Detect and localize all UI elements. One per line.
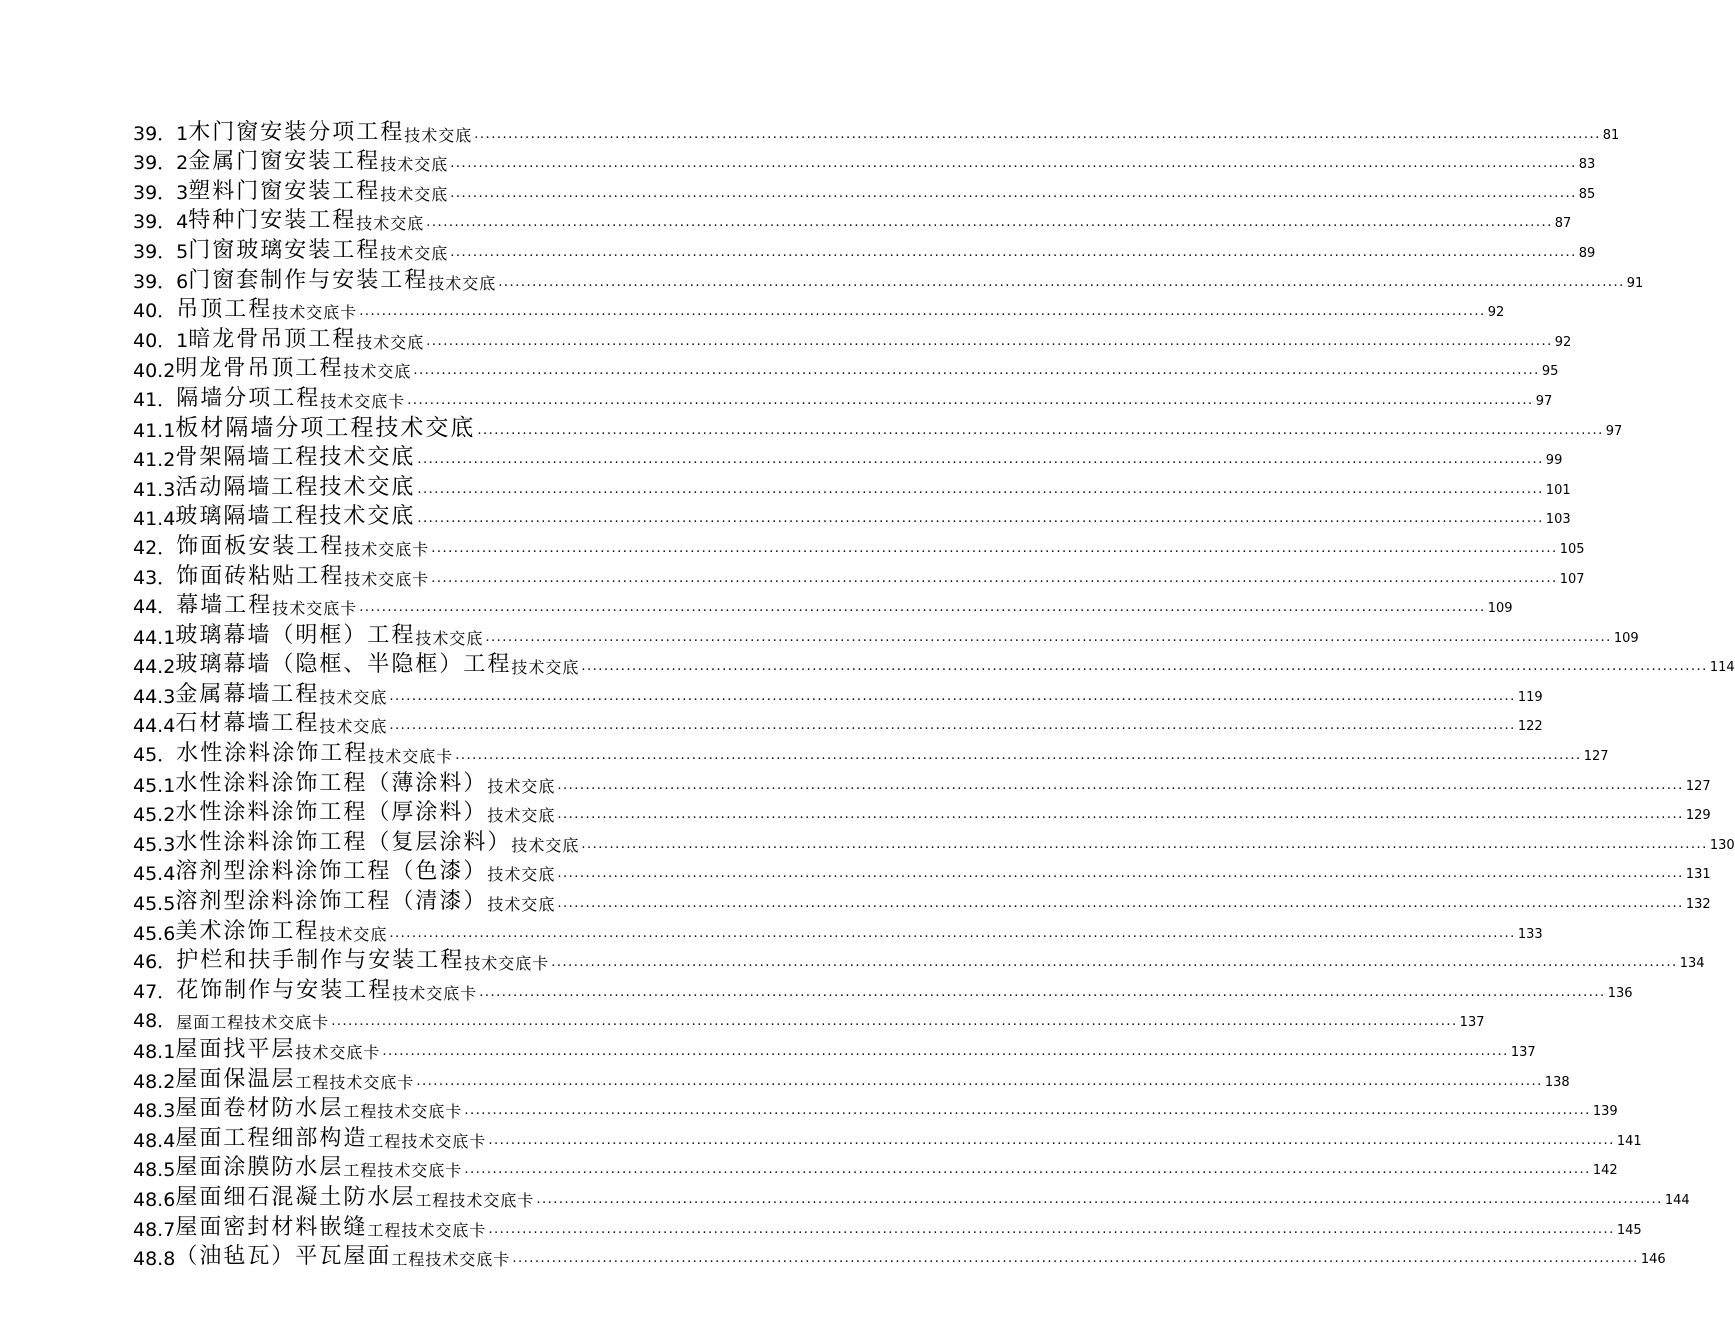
toc-entry-subtitle: 工程技术交底卡 xyxy=(415,1190,535,1210)
toc-dot-leader: ........................................................................................................................................................................................................ xyxy=(450,244,1577,260)
toc-entry-page-number: 133 xyxy=(1517,926,1543,942)
toc-entry-title: 吊顶工程 xyxy=(176,297,273,323)
toc-entry-subtitle: 技术交底卡 xyxy=(368,747,454,767)
toc-entry-subtitle: 技术交底 xyxy=(356,332,425,352)
toc-entry-title: 水性涂料涂饰工程（厚涂料） xyxy=(175,800,488,826)
toc-entry-subtitle: 技术交底 xyxy=(487,895,556,915)
toc-entry-page-number: 145 xyxy=(1616,1222,1642,1238)
toc-entry-number: 45． xyxy=(133,744,177,767)
toc-entry[interactable] xyxy=(133,471,1571,501)
toc-entry-number: 41.2 xyxy=(133,449,176,472)
toc-entry-number: 48.8 xyxy=(133,1248,176,1271)
toc-entry-page-number: 95 xyxy=(1541,364,1559,380)
toc-entry-number: 42． xyxy=(133,536,177,559)
toc-entry-number: 47． xyxy=(133,980,177,1003)
toc-entry[interactable] xyxy=(133,1211,1642,1241)
toc-entry-title: 特种门安装工程 xyxy=(188,208,357,234)
toc-entry-title: 花饰制作与安装工程 xyxy=(176,977,393,1003)
toc-entry-subtitle: 技术交底 xyxy=(319,717,388,737)
toc-entry-subtitle: 技术交底 xyxy=(356,214,425,234)
toc-entry-subtitle: 技术交底 xyxy=(487,865,556,885)
toc-dot-leader: ........................................................................................................................................................................................................ xyxy=(581,659,1708,675)
toc-entry-title: 幕墙工程 xyxy=(176,593,273,619)
toc-entry-page-number: 97 xyxy=(1535,393,1553,409)
toc-entry-page-number: 92 xyxy=(1487,305,1505,321)
toc-dot-leader: ........................................................................................................................................................................................................ xyxy=(485,629,1612,645)
toc-entry-subtitle: 工程技术交底卡 xyxy=(367,1131,487,1151)
toc-dot-leader: ........................................................................................................................................................................................................ xyxy=(416,1073,1543,1089)
toc-entry-number: 45.6 xyxy=(133,922,176,945)
toc-entry-number: 39．2 xyxy=(133,152,189,175)
table-of-contents xyxy=(133,116,1735,1271)
toc-entry-number: 45.5 xyxy=(133,893,176,916)
toc-entry-page-number: 83 xyxy=(1578,157,1596,173)
toc-entry-number: 48.6 xyxy=(133,1188,176,1211)
toc-dot-leader: ........................................................................................................................................................................................................ xyxy=(426,333,1553,349)
toc-entry[interactable] xyxy=(133,974,1633,1004)
toc-entry[interactable] xyxy=(133,116,1620,146)
toc-entry-subtitle: 工程技术交底卡 xyxy=(343,1102,463,1122)
toc-dot-leader: ........................................................................................................................................................................................................ xyxy=(431,540,1558,556)
toc-entry-subtitle: 技术交底 xyxy=(511,658,580,678)
toc-entry-title: 屋面细石混凝土防水层 xyxy=(175,1184,416,1210)
toc-entry-title: 金属幕墙工程 xyxy=(175,681,320,707)
toc-entry-title: 溶剂型涂料涂饰工程（清漆） xyxy=(175,889,488,915)
toc-entry-title: 石材幕墙工程 xyxy=(175,711,320,737)
toc-entry-title: 溶剂型涂料涂饰工程（色漆） xyxy=(175,859,488,885)
toc-entry-title: 屋面卷材防水层 xyxy=(175,1096,344,1122)
toc-entry-subtitle: 技术交底 xyxy=(487,806,556,826)
toc-entry-page-number: 89 xyxy=(1578,245,1596,261)
toc-entry-page-number: 127 xyxy=(1685,778,1711,794)
toc-entry-number: 48.3 xyxy=(133,1100,176,1123)
toc-entry[interactable] xyxy=(133,737,1609,767)
toc-entry-subtitle: 技术交底 xyxy=(319,924,388,944)
toc-dot-leader: ........................................................................................................................................................................................................ xyxy=(407,392,1534,408)
toc-entry-subtitle: 技术交底 xyxy=(415,628,484,648)
toc-entry-number: 41.4 xyxy=(133,508,176,531)
toc-entry[interactable] xyxy=(133,382,1553,412)
toc-entry-number: 40．1 xyxy=(133,329,189,352)
toc-entry-number: 39．6 xyxy=(133,270,189,293)
toc-entry[interactable] xyxy=(133,678,1543,708)
toc-dot-leader: ........................................................................................................................................................................................................ xyxy=(557,896,1684,912)
toc-dot-leader: ........................................................................................................................................................................................................ xyxy=(536,1191,1663,1207)
toc-entry-title: 屋面保温层 xyxy=(175,1066,296,1092)
toc-dot-leader: ........................................................................................................................................................................................................ xyxy=(477,422,1604,438)
toc-entry-subtitle: 技术交底 xyxy=(343,362,412,382)
toc-entry[interactable] xyxy=(133,856,1711,886)
toc-entry-number: 44.2 xyxy=(133,656,176,679)
toc-entry-number: 41.1 xyxy=(133,419,176,442)
toc-dot-leader: ........................................................................................................................................................................................................ xyxy=(450,156,1577,172)
toc-entry-title: 屋面工程细部构造 xyxy=(175,1125,368,1151)
toc-dot-leader: ........................................................................................................................................................................................................ xyxy=(426,215,1553,231)
toc-entry[interactable] xyxy=(133,412,1623,442)
toc-entry[interactable] xyxy=(133,264,1644,294)
toc-entry-page-number: 107 xyxy=(1559,571,1585,587)
toc-entry[interactable] xyxy=(133,1033,1536,1063)
toc-entry-number: 44.3 xyxy=(133,685,176,708)
toc-dot-leader: ........................................................................................................................................................................................................ xyxy=(512,1251,1639,1267)
toc-entry-number: 39．1 xyxy=(133,122,189,145)
toc-entry-page-number: 127 xyxy=(1583,749,1609,765)
toc-entry-title: 玻璃隔墙工程技术交底 xyxy=(175,504,416,530)
toc-entry-title: （油毡瓦）平瓦屋面 xyxy=(175,1244,392,1270)
toc-entry[interactable] xyxy=(133,649,1735,679)
toc-entry[interactable] xyxy=(133,1152,1618,1182)
toc-entry-subtitle: 技术交底 xyxy=(319,687,388,707)
toc-entry-page-number: 87 xyxy=(1554,216,1572,232)
toc-entry-number: 40． xyxy=(133,300,177,323)
toc-entry-number: 48.2 xyxy=(133,1070,176,1093)
toc-entry-subtitle: 工程技术交底卡 xyxy=(343,1161,463,1181)
toc-entry-number: 41． xyxy=(133,388,177,411)
toc-entry-subtitle: 技术交底卡 xyxy=(272,599,358,619)
toc-dot-leader: ........................................................................................................................................................................................................ xyxy=(581,836,1708,852)
toc-entry-number: 48.4 xyxy=(133,1129,176,1152)
toc-entry-title: 骨架隔墙工程技术交底 xyxy=(175,445,416,471)
toc-entry-number: 39．3 xyxy=(133,181,189,204)
toc-entry-number: 45.1 xyxy=(133,774,176,797)
toc-entry[interactable] xyxy=(133,323,1572,353)
toc-entry[interactable] xyxy=(133,501,1571,531)
toc-entry-subtitle: 技术交底卡 xyxy=(344,569,430,589)
toc-entry-subtitle: 技术交底卡 xyxy=(295,1043,381,1062)
toc-entry[interactable] xyxy=(133,560,1585,590)
toc-entry-title: 玻璃幕墙（隐框、半隐框）工程 xyxy=(175,652,512,678)
toc-dot-leader: ........................................................................................................................................................................................................ xyxy=(359,600,1486,616)
toc-entry-number: 44.4 xyxy=(133,715,176,738)
toc-dot-leader: ........................................................................................................................................................................................................ xyxy=(331,1014,1458,1030)
toc-entry-title: 屋面涂膜防水层 xyxy=(175,1155,344,1181)
toc-entry-page-number: 139 xyxy=(1592,1104,1618,1120)
toc-entry[interactable] xyxy=(133,619,1639,649)
toc-dot-leader: ........................................................................................................................................................................................................ xyxy=(498,274,1625,290)
toc-entry-subtitle: 技术交底卡 xyxy=(392,983,478,1003)
toc-entry-subtitle: 技术交底卡 xyxy=(344,539,430,559)
toc-entry-page-number: 132 xyxy=(1685,897,1711,913)
toc-entry-number: 44.1 xyxy=(133,626,176,649)
toc-dot-leader: ........................................................................................................................................................................................................ xyxy=(389,688,1516,704)
toc-entry-page-number: 131 xyxy=(1685,867,1711,883)
toc-entry[interactable] xyxy=(133,175,1596,205)
toc-entry-subtitle: 技术交底 xyxy=(487,776,556,796)
toc-entry-number: 39．4 xyxy=(133,211,189,234)
toc-entry[interactable] xyxy=(133,294,1505,324)
toc-entry-subtitle: 技术交底 xyxy=(428,273,497,293)
toc-entry-number: 40.2 xyxy=(133,360,176,383)
toc-dot-leader: ........................................................................................................................................................................................................ xyxy=(479,984,1606,1000)
toc-entry-title: 金属门窗安装工程 xyxy=(188,149,381,175)
toc-entry[interactable] xyxy=(133,353,1559,383)
toc-entry-page-number: 122 xyxy=(1517,719,1543,735)
toc-entry-number: 46． xyxy=(133,951,177,974)
toc-entry[interactable] xyxy=(133,1093,1618,1123)
toc-entry-page-number: 81 xyxy=(1602,127,1620,143)
toc-entry-title: 屋面找平层 xyxy=(175,1037,296,1062)
toc-entry[interactable] xyxy=(133,205,1572,235)
toc-dot-leader: ........................................................................................................................................................................................................ xyxy=(464,1162,1591,1178)
toc-entry-page-number: 92 xyxy=(1554,334,1572,350)
toc-entry-title: 暗龙骨吊顶工程 xyxy=(188,326,357,352)
toc-entry-subtitle: 技术交底卡 xyxy=(272,303,358,323)
toc-entry[interactable] xyxy=(133,1122,1642,1152)
toc-entry[interactable] xyxy=(133,797,1711,827)
toc-dot-leader: ........................................................................................................................................................................................................ xyxy=(455,748,1582,764)
toc-entry[interactable] xyxy=(133,1181,1690,1211)
toc-entry-number: 45.2 xyxy=(133,804,176,827)
toc-entry-subtitle: 技术交底卡 xyxy=(464,954,550,974)
toc-entry-title: 门窗玻璃安装工程 xyxy=(188,237,381,263)
toc-entry-page-number: 103 xyxy=(1545,512,1571,528)
toc-entry-number: 48． xyxy=(133,1010,177,1033)
toc-entry[interactable] xyxy=(133,146,1596,176)
toc-dot-leader: ........................................................................................................................................................................................................ xyxy=(359,304,1486,320)
toc-dot-leader: ........................................................................................................................................................................................................ xyxy=(389,925,1516,941)
toc-entry-title: 活动隔墙工程技术交底 xyxy=(175,474,416,500)
toc-entry-number: 44． xyxy=(133,596,177,619)
toc-entry[interactable] xyxy=(133,915,1543,945)
toc-entry-title: 塑料门窗安装工程 xyxy=(188,178,381,204)
toc-entry[interactable] xyxy=(133,442,1563,472)
toc-entry[interactable] xyxy=(133,234,1596,264)
toc-entry-number: 45.3 xyxy=(133,833,176,856)
toc-entry[interactable] xyxy=(133,1063,1570,1093)
toc-entry-page-number: 137 xyxy=(1459,1015,1485,1031)
toc-entry-page-number: 91 xyxy=(1626,275,1644,291)
toc-entry-page-number: 129 xyxy=(1685,808,1711,824)
toc-entry-title: 水性涂料涂饰工程 xyxy=(176,741,369,767)
toc-entry-page-number: 137 xyxy=(1510,1045,1536,1060)
toc-entry-subtitle: 工程技术交底卡 xyxy=(295,1072,415,1092)
toc-dot-leader: ........................................................................................................................................................................................................ xyxy=(382,1044,1509,1059)
toc-entry-page-number: 114 xyxy=(1709,660,1735,676)
toc-entry-page-number: 144 xyxy=(1664,1192,1690,1208)
toc-entry-page-number: 109 xyxy=(1487,601,1513,617)
toc-entry[interactable] xyxy=(133,530,1585,560)
toc-entry-subtitle: 技术交底卡 xyxy=(320,391,406,411)
toc-entry[interactable] xyxy=(133,1004,1485,1034)
toc-entry-page-number: 142 xyxy=(1592,1163,1618,1179)
toc-dot-leader: ........................................................................................................................................................................................................ xyxy=(557,807,1684,823)
toc-entry[interactable] xyxy=(133,826,1735,856)
toc-entry[interactable] xyxy=(133,945,1705,975)
toc-entry-title: 饰面砖粘贴工程 xyxy=(176,563,345,589)
toc-entry-title: 玻璃幕墙（明框）工程 xyxy=(175,622,416,648)
toc-entry-page-number: 85 xyxy=(1578,186,1596,202)
toc-dot-leader: ........................................................................................................................................................................................................ xyxy=(417,452,1544,468)
toc-entry-subtitle: 屋面工程技术交底卡 xyxy=(176,1013,330,1033)
toc-entry-page-number: 130 xyxy=(1709,837,1735,853)
toc-dot-leader: ........................................................................................................................................................................................................ xyxy=(488,1221,1615,1237)
toc-entry-title: 水性涂料涂饰工程（复层涂料） xyxy=(175,829,512,855)
toc-entry[interactable] xyxy=(133,885,1711,916)
toc-dot-leader: ........................................................................................................................................................................................................ xyxy=(488,1132,1615,1148)
toc-entry-number: 43． xyxy=(133,566,177,589)
toc-entry-number: 48.1 xyxy=(133,1041,176,1063)
toc-entry-subtitle: 工程技术交底卡 xyxy=(391,1250,511,1270)
toc-dot-leader: ........................................................................................................................................................................................................ xyxy=(557,866,1684,882)
toc-entry-title: 隔墙分项工程 xyxy=(176,385,321,411)
toc-entry-title: 屋面密封材料嵌缝 xyxy=(175,1214,368,1240)
toc-dot-leader: ........................................................................................................................................................................................................ xyxy=(464,1103,1591,1119)
toc-entry-number: 41.3 xyxy=(133,478,176,501)
toc-entry-title: 板材隔墙分项工程技术交底 xyxy=(175,414,476,441)
toc-entry-number: 45.4 xyxy=(133,863,176,886)
toc-entry-subtitle: 技术交底 xyxy=(511,835,580,855)
toc-dot-leader: ........................................................................................................................................................................................................ xyxy=(417,511,1544,527)
toc-entry[interactable] xyxy=(133,708,1543,738)
toc-entry-page-number: 97 xyxy=(1605,423,1623,439)
toc-entry-title: 木门窗安装分项工程 xyxy=(188,119,405,145)
toc-entry-page-number: 119 xyxy=(1517,689,1543,705)
toc-dot-leader: ........................................................................................................................................................................................................ xyxy=(557,777,1684,793)
toc-entry-page-number: 146 xyxy=(1640,1252,1666,1268)
toc-entry-title: 护栏和扶手制作与安装工程 xyxy=(176,948,465,974)
toc-entry-subtitle: 技术交底 xyxy=(380,155,449,175)
toc-dot-leader: ........................................................................................................................................................................................................ xyxy=(551,955,1678,971)
toc-entry-number: 48.7 xyxy=(133,1218,176,1241)
toc-entry-page-number: 136 xyxy=(1607,985,1633,1001)
toc-entry-title: 水性涂料涂饰工程（薄涂料） xyxy=(175,770,488,796)
toc-entry[interactable] xyxy=(133,590,1513,620)
toc-entry[interactable] xyxy=(133,1241,1666,1271)
toc-entry-page-number: 105 xyxy=(1559,541,1585,557)
toc-entry-page-number: 99 xyxy=(1545,453,1563,469)
toc-entry-title: 明龙骨吊顶工程 xyxy=(175,356,344,382)
toc-entry-subtitle: 技术交底 xyxy=(380,243,449,263)
toc-entry-page-number: 109 xyxy=(1613,630,1639,646)
toc-dot-leader: ........................................................................................................................................................................................................ xyxy=(417,481,1544,497)
toc-dot-leader: ........................................................................................................................................................................................................ xyxy=(450,185,1577,201)
toc-entry-title: 美术涂饰工程 xyxy=(175,918,320,944)
toc-dot-leader: ........................................................................................................................................................................................................ xyxy=(389,718,1516,734)
toc-entry-number: 48.5 xyxy=(133,1159,176,1182)
toc-entry-page-number: 138 xyxy=(1544,1074,1570,1090)
toc-dot-leader: ........................................................................................................................................................................................................ xyxy=(413,363,1540,379)
toc-entry-page-number: 134 xyxy=(1679,956,1705,972)
toc-entry-number: 39．5 xyxy=(133,240,189,263)
toc-entry-page-number: 101 xyxy=(1545,482,1571,498)
toc-entry-title: 门窗套制作与安装工程 xyxy=(188,267,429,293)
toc-entry-page-number: 141 xyxy=(1616,1133,1642,1149)
toc-entry-subtitle: 技术交底 xyxy=(404,125,473,145)
toc-dot-leader: ........................................................................................................................................................................................................ xyxy=(474,126,1601,142)
toc-entry[interactable] xyxy=(133,767,1711,797)
toc-dot-leader: ........................................................................................................................................................................................................ xyxy=(431,570,1558,586)
toc-entry-subtitle: 工程技术交底卡 xyxy=(367,1220,487,1240)
toc-entry-subtitle: 技术交底 xyxy=(380,184,449,204)
toc-entry-title: 饰面板安装工程 xyxy=(176,533,345,559)
